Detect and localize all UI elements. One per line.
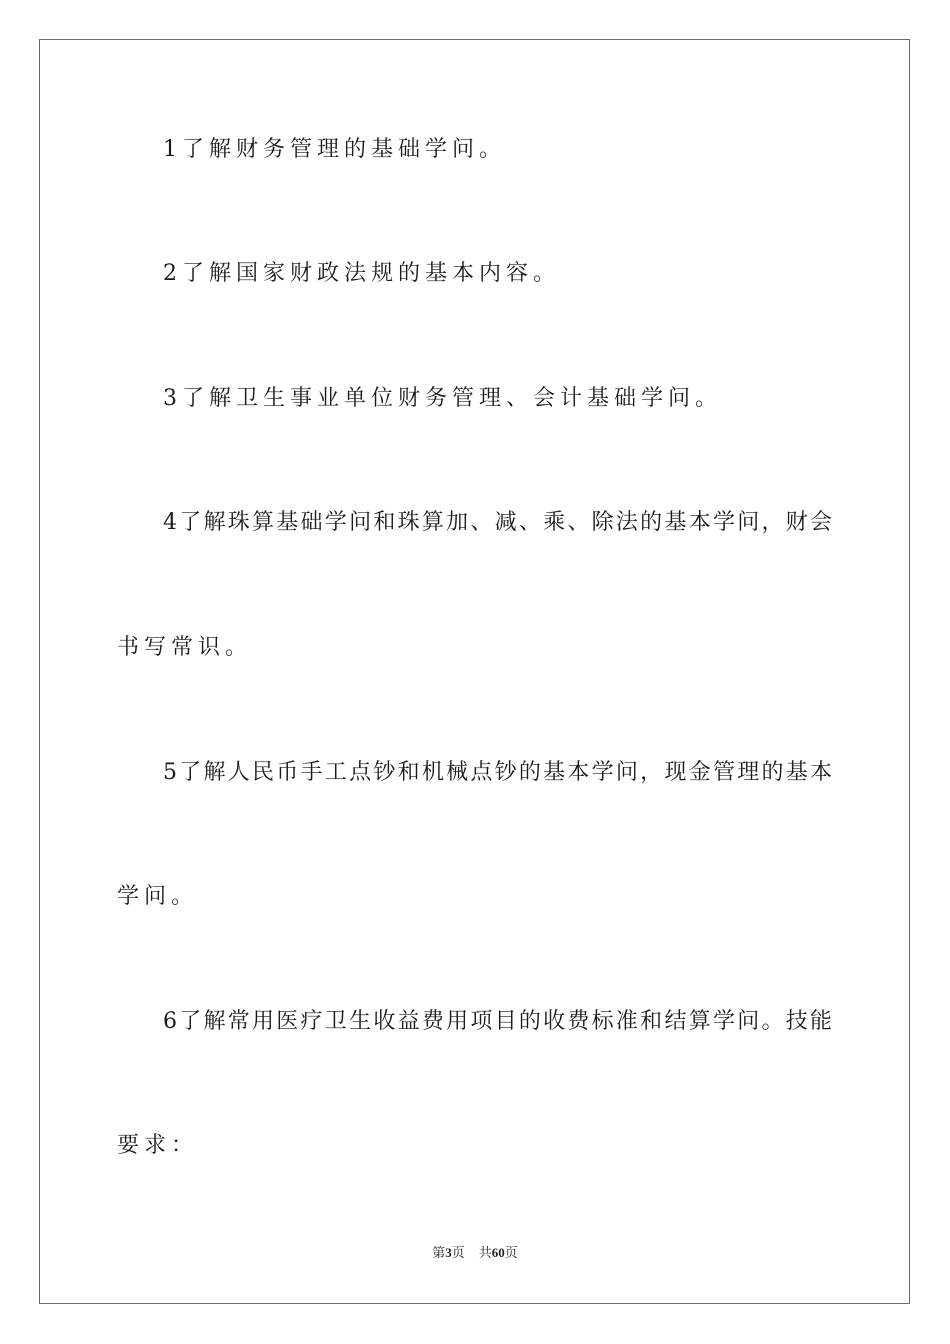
paragraph-line-4-continued: 书写常识。 [117, 635, 253, 660]
paragraph-line-6-continued: 要求： [117, 1133, 199, 1158]
paragraph-line-5: 5了解人民币手工点钞和机械点钞的基本学问，现金管理的基本 [163, 760, 832, 785]
total-suffix: 页 [504, 1246, 518, 1261]
paragraph-line-6: 6了解常用医疗卫生收益费用项目的收费标准和结算学问。技能 [163, 1009, 832, 1034]
page-prefix: 第 [432, 1246, 446, 1261]
paragraph-line-5-continued: 学问。 [117, 884, 199, 909]
paragraph-line-4: 4了解珠算基础学问和珠算加、减、乘、除法的基本学问，财会 [163, 510, 832, 535]
page-footer [0, 1244, 950, 1263]
page-suffix: 页 [451, 1246, 465, 1261]
total-prefix: 共 [478, 1246, 492, 1261]
paragraph-line-3: 3了解卫生事业单位财务管理、会计基础学问。 [163, 386, 722, 411]
paragraph-line-2: 2了解国家财政法规的基本内容。 [163, 261, 560, 286]
paragraph-line-1: 1了解财务管理的基础学问。 [163, 137, 506, 162]
page-number: 3 [445, 1245, 452, 1260]
total-pages: 60 [491, 1245, 505, 1260]
page-border [39, 39, 910, 1304]
